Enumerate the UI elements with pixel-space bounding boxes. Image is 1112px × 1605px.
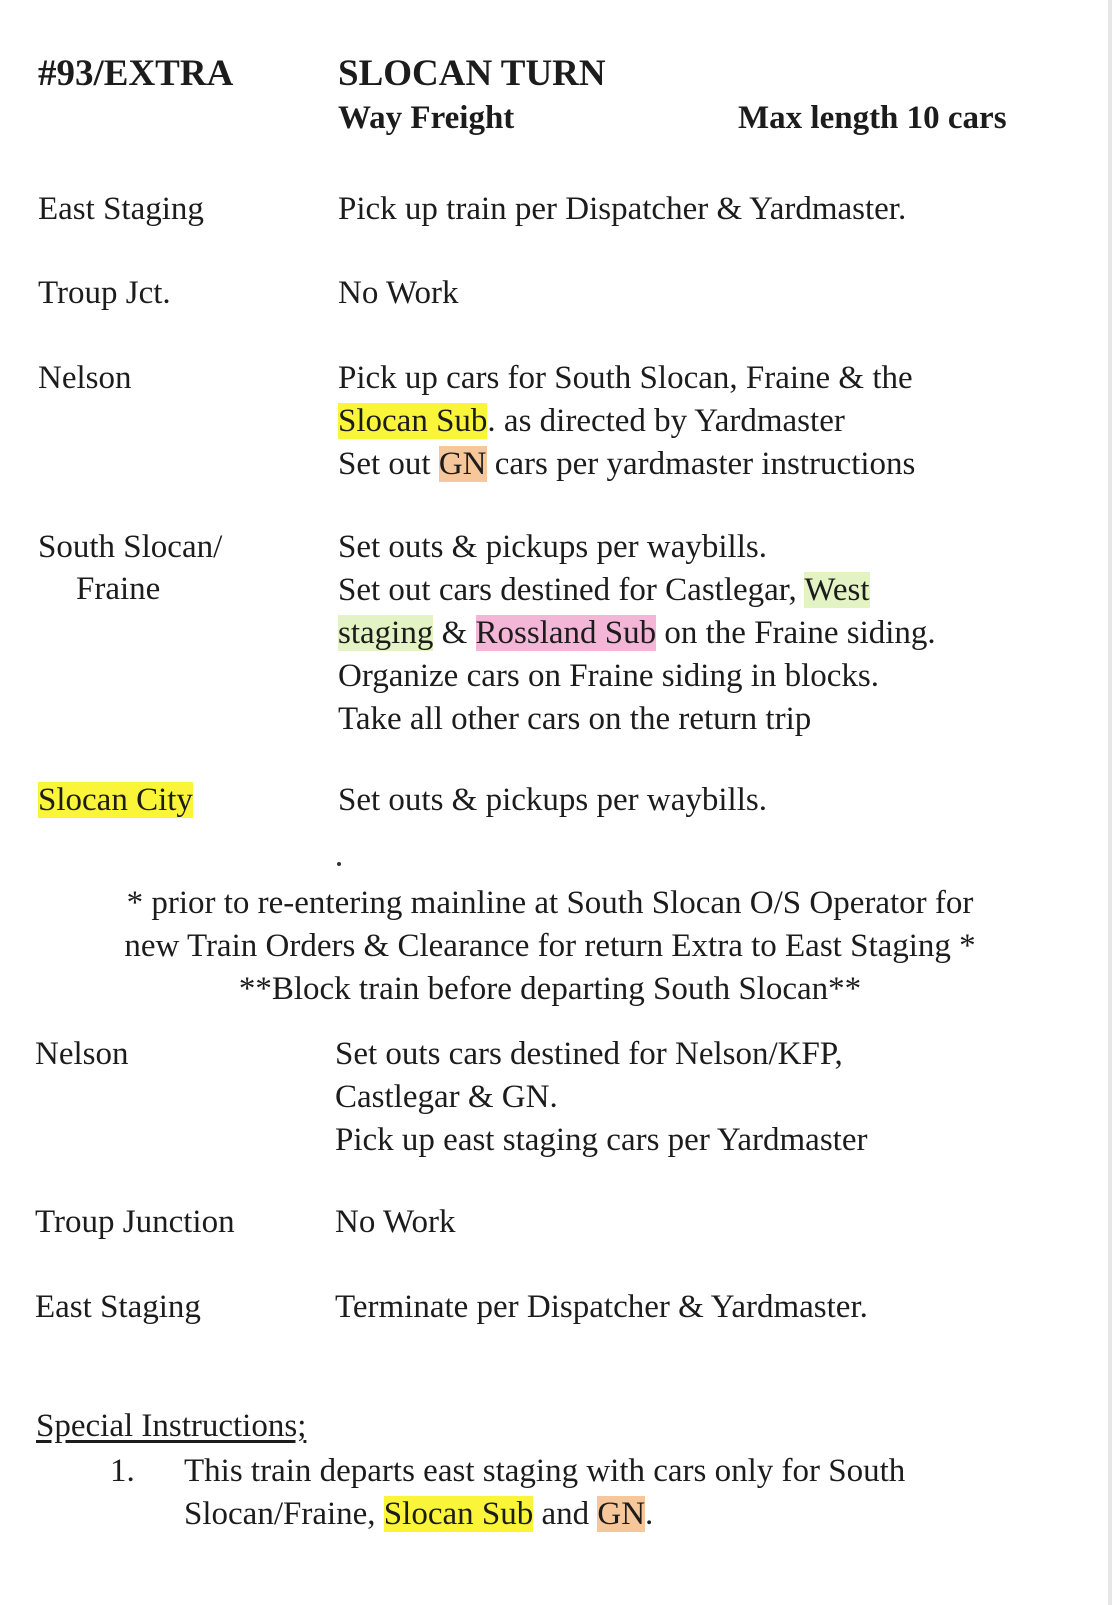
instruction-line: Terminate per Dispatcher & Yardmaster.	[335, 1289, 868, 1325]
instructions-east-staging	[338, 188, 906, 231]
highlight-west-staging: West	[804, 572, 870, 608]
note-line: * prior to re-entering mainline at South Slocan O/S Operator for	[126, 885, 974, 921]
instruction-line: Organize cars on Fraine siding in blocks.	[338, 658, 880, 694]
item-line: This train departs east staging with cars only for South	[184, 1453, 906, 1489]
mainline-note	[30, 882, 1070, 1011]
highlight-west-staging: staging	[338, 615, 434, 651]
instruction-line: Pick up east staging cars per Yardmaster	[335, 1122, 868, 1158]
instructions-east-staging-return	[335, 1286, 868, 1329]
station-line: South Slocan/	[38, 529, 223, 565]
instructions-slocan-city	[338, 779, 767, 822]
instructions-nelson-return	[335, 1033, 867, 1162]
station-nelson: Nelson	[38, 360, 132, 396]
max-length: Max length 10 cars	[738, 100, 1007, 136]
item-number: 1.	[110, 1453, 135, 1489]
note-line: **Block train before departing South Slocan**	[238, 971, 862, 1007]
highlight-slocan-city: Slocan City	[38, 782, 193, 818]
instruction-line: Castlegar & GN.	[335, 1079, 558, 1115]
station-east-staging-return: East Staging	[35, 1289, 201, 1325]
instructions-troup-junction	[335, 1201, 455, 1244]
station-south-slocan-fraine	[38, 526, 222, 610]
station-line: Fraine	[76, 571, 161, 607]
instruction-line: Take all other cars on the return trip	[338, 701, 812, 737]
highlight-rossland-sub: Rossland Sub	[475, 615, 657, 651]
instruction-line: No Work	[335, 1204, 456, 1240]
instruction-line: Set outs cars destined for Nelson/KFP,	[335, 1036, 843, 1072]
instruction-line: Pick up train per Dispatcher & Yardmaster.	[338, 191, 907, 227]
train-id: #93/EXTRA	[38, 53, 234, 94]
instruction-line: Pick up cars for South Slocan, Fraine & the	[338, 360, 913, 396]
station-nelson-return: Nelson	[35, 1036, 129, 1072]
station-east-staging: East Staging	[38, 191, 204, 227]
item-line: Slocan/Fraine, Slocan Sub and GN.	[184, 1496, 654, 1532]
scan-edge	[1108, 0, 1112, 1605]
train-type: Way Freight	[338, 100, 515, 136]
station-slocan-city	[38, 779, 193, 821]
instruction-line: No Work	[338, 275, 459, 311]
highlight-gn: GN	[438, 446, 487, 482]
item-text	[184, 1450, 905, 1536]
highlight-gn: GN	[597, 1496, 646, 1532]
instruction-line: Set out GN cars per yardmaster instructions	[338, 446, 916, 482]
instruction-line: Set out cars destined for Castlegar, West	[338, 572, 870, 608]
instruction-line: Set outs & pickups per waybills.	[338, 782, 767, 818]
stray-dot	[337, 862, 341, 866]
instruction-line: Slocan Sub. as directed by Yardmaster	[338, 403, 845, 439]
note-line: new Train Orders & Clearance for return Extra to East Staging *	[124, 928, 976, 964]
highlight-slocan-sub: Slocan Sub	[383, 1496, 534, 1532]
highlight-slocan-sub: Slocan Sub	[338, 403, 488, 439]
instructions-south-slocan-fraine	[338, 526, 936, 741]
station-troup-junction: Troup Junction	[35, 1204, 235, 1240]
instructions-troup-jct	[338, 272, 458, 315]
instructions-nelson	[338, 357, 915, 486]
special-instructions-heading: Special Instructions;	[36, 1408, 307, 1444]
instruction-line: staging & Rossland Sub on the Fraine siding.	[338, 615, 936, 651]
instruction-line: Set outs & pickups per waybills.	[338, 529, 767, 565]
station-troup-jct: Troup Jct.	[38, 275, 171, 311]
train-name: SLOCAN TURN	[338, 53, 606, 94]
